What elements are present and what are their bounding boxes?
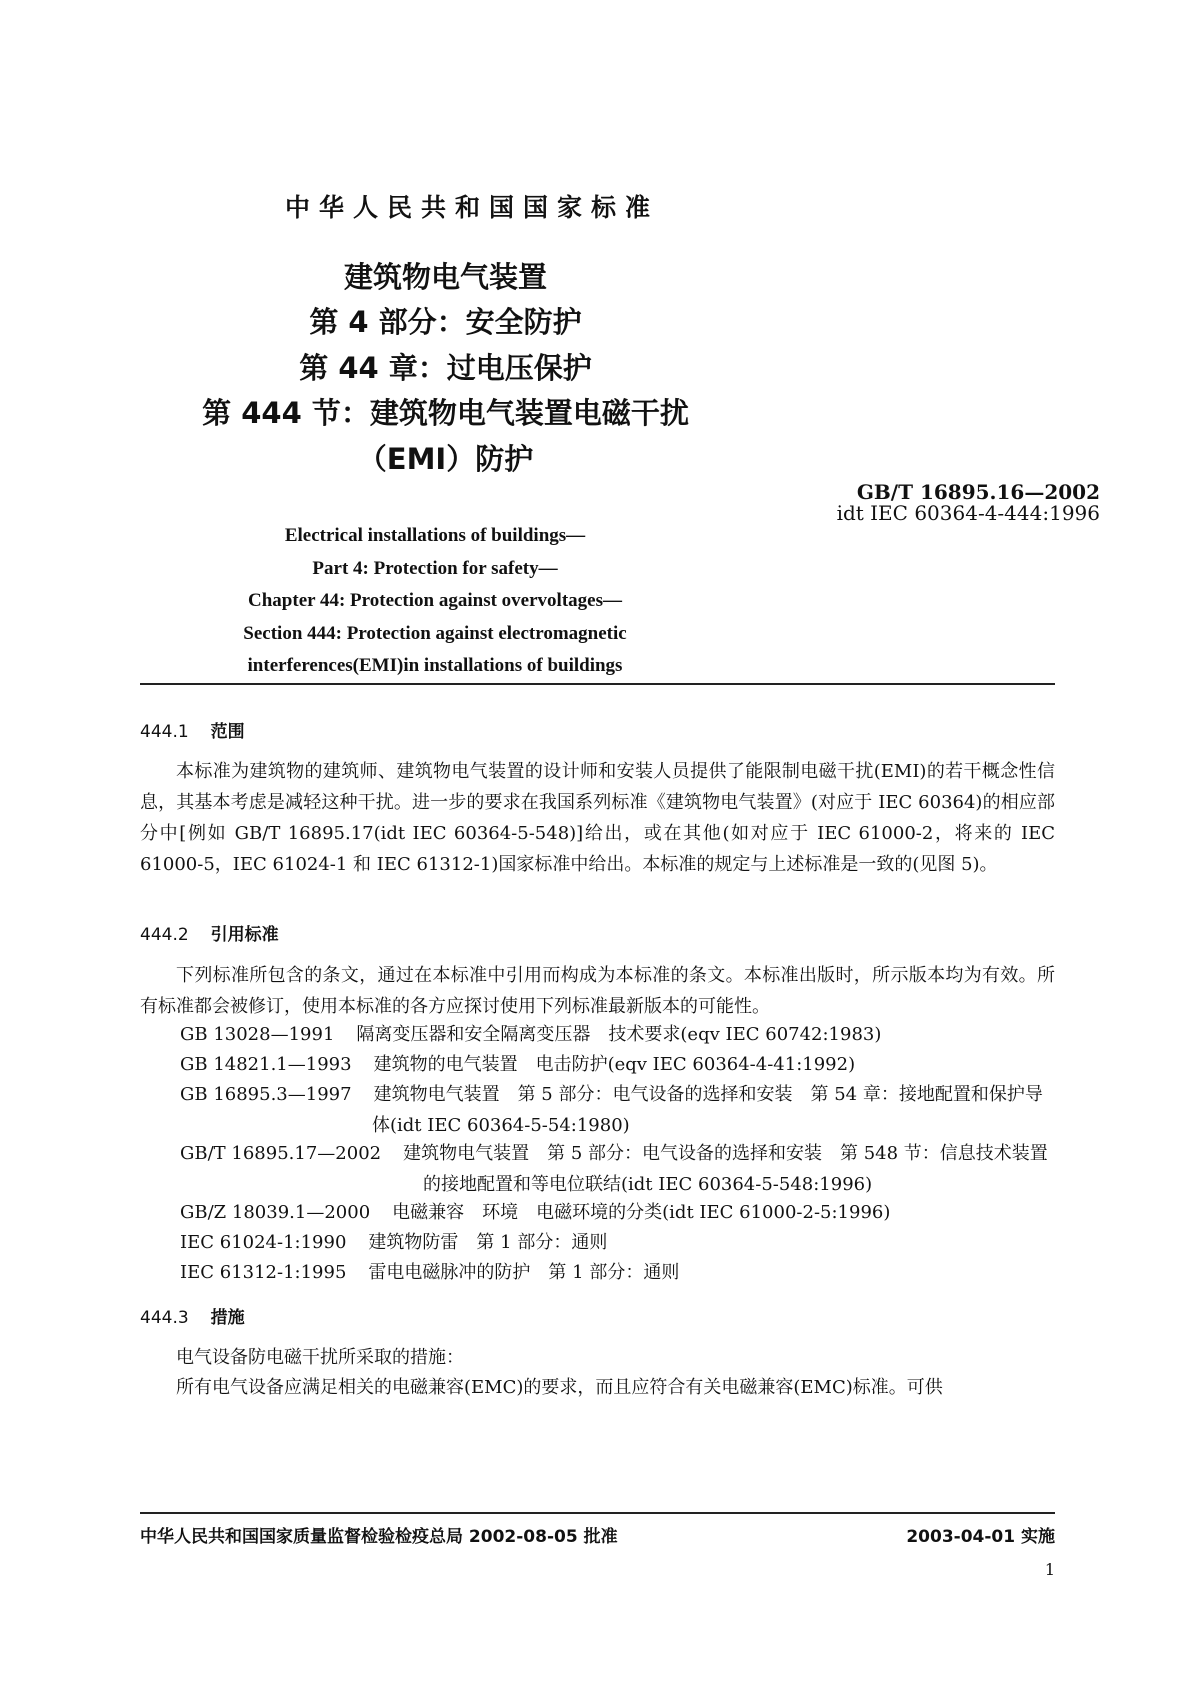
title-cn-line-1: 建筑物电气装置 <box>343 260 547 294</box>
reference-code: GB 13028—1991 <box>180 1024 335 1045</box>
section-heading-444-2 <box>140 920 279 945</box>
title-en-line-1: Electrical installations of buildings— <box>284 525 586 546</box>
title-cn-line-4: 第 444 节：建筑物电气装置电磁干扰 <box>202 396 689 430</box>
title-en-block <box>175 520 695 683</box>
section-title: 措施 <box>210 1308 245 1328</box>
reference-title: 建筑物防雷 第 1 部分：通则 <box>368 1232 608 1253</box>
section-heading-444-3 <box>140 1303 245 1328</box>
reference-item <box>180 1019 1055 1050</box>
reference-title: 隔离变压器和安全隔离变压器 技术要求(eqv IEC 60742:1983) <box>356 1024 882 1045</box>
standard-number-block <box>770 482 1100 524</box>
standard-type-heading: 中华人民共和国国家标准 <box>285 193 660 222</box>
section-number: 444.2 <box>140 925 189 945</box>
reference-code: GB/T 16895.17—2002 <box>180 1143 382 1164</box>
title-en-line-4: Section 444: Protection against electromagnetic <box>243 622 627 644</box>
reference-title: 电磁兼容 环境 电磁环境的分类(idt IEC 61000-2-5:1996) <box>392 1202 891 1223</box>
reference-code: GB/Z 18039.1—2000 <box>180 1202 371 1223</box>
reference-title: 雷电电磁脉冲的防护 第 1 部分：通则 <box>368 1262 680 1283</box>
section-heading-444-1 <box>140 717 245 742</box>
title-en-line-2: Part 4: Protection for safety— <box>312 557 558 579</box>
title-en-line-3: Chapter 44: Protection against overvoltages— <box>248 590 622 611</box>
reference-item <box>180 1227 1055 1258</box>
reference-code: IEC 61024-1:1990 <box>180 1232 347 1253</box>
reference-item <box>180 1079 1055 1141</box>
reference-item <box>180 1049 1055 1080</box>
reference-code: GB 16895.3—1997 <box>180 1084 352 1105</box>
title-en-line-5: interferences(EMI)in installations of buildings <box>247 655 623 676</box>
title-cn-line-2: 第 4 部分：安全防护 <box>309 305 582 339</box>
reference-code: GB 14821.1—1993 <box>180 1054 352 1075</box>
references-intro-paragraph: 下列标准所包含的条文，通过在本标准中引用而构成为本标准的条文。本标准出版时，所示版本均为有效。所有标准都会被修订，使用本标准的各方应探讨使用下列标准最新版本的可能性。 <box>140 965 1055 1017</box>
standard-number-gb: GB/T 16895.16—2002 <box>856 480 1100 504</box>
reference-item <box>180 1138 1055 1200</box>
reference-title: 建筑物电气装置 第 5 部分：电气设备的选择和安装 第 54 章：接地配置和保护导体(idt IEC 60364-5-54:1980) <box>372 1084 1043 1136</box>
measures-paragraph-2: 所有电气设备应满足相关的电磁兼容(EMC)的要求，而且应符合有关电磁兼容(EMC)标准。可供 <box>176 1377 943 1398</box>
reference-title: 建筑物的电气装置 电击防护(eqv IEC 60364-4-41:1992) <box>373 1054 856 1075</box>
title-cn-line-5: （EMI）防护 <box>357 442 534 476</box>
reference-code: IEC 61312-1:1995 <box>180 1262 347 1283</box>
reference-title: 建筑物电气装置 第 5 部分：电气设备的选择和安装 第 548 节：信息技术装置的接地配置和等电位联结(idt IEC 60364-5-548:1996) <box>403 1143 1048 1195</box>
approval-statement: 中华人民共和国国家质量监督检验检疫总局 2002-08-05 批准 <box>140 1527 618 1547</box>
section-title: 引用标准 <box>210 925 279 945</box>
measures-paragraph-1: 电气设备防电磁干扰所采取的措施： <box>176 1347 464 1368</box>
reference-item <box>180 1257 1055 1288</box>
reference-item <box>180 1197 1055 1228</box>
footer-divider <box>140 1512 1055 1514</box>
effective-date: 2003-04-01 实施 <box>906 1527 1055 1547</box>
page-number: 1 <box>1044 1560 1055 1579</box>
title-cn-line-3: 第 44 章：过电压保护 <box>299 351 592 385</box>
section-number: 444.1 <box>140 722 189 742</box>
section-number: 444.3 <box>140 1308 189 1328</box>
header-divider <box>140 683 1055 685</box>
section-title: 范围 <box>210 722 245 742</box>
scope-paragraph: 本标准为建筑物的建筑师、建筑物电气装置的设计师和安装人员提供了能限制电磁干扰(EMI)的若干概念性信息，其基本考虑是减轻这种干扰。进一步的要求在我国系列标准《建筑物电气装置》(对应于 IEC 60364)的相应部分中[例如 GB/T 16895.17(idt IEC 60364-5-548)]给出，或在其他(如对应于 IEC 61000-2，将来的 IEC 61000-5，IEC 61024-1 和 IEC 61312-1)国家标准中给出。本标准的规定与上述标准是一致的(见图 5)。 <box>140 761 1055 875</box>
standard-number-idt: idt IEC 60364-4-444:1996 <box>836 501 1100 525</box>
